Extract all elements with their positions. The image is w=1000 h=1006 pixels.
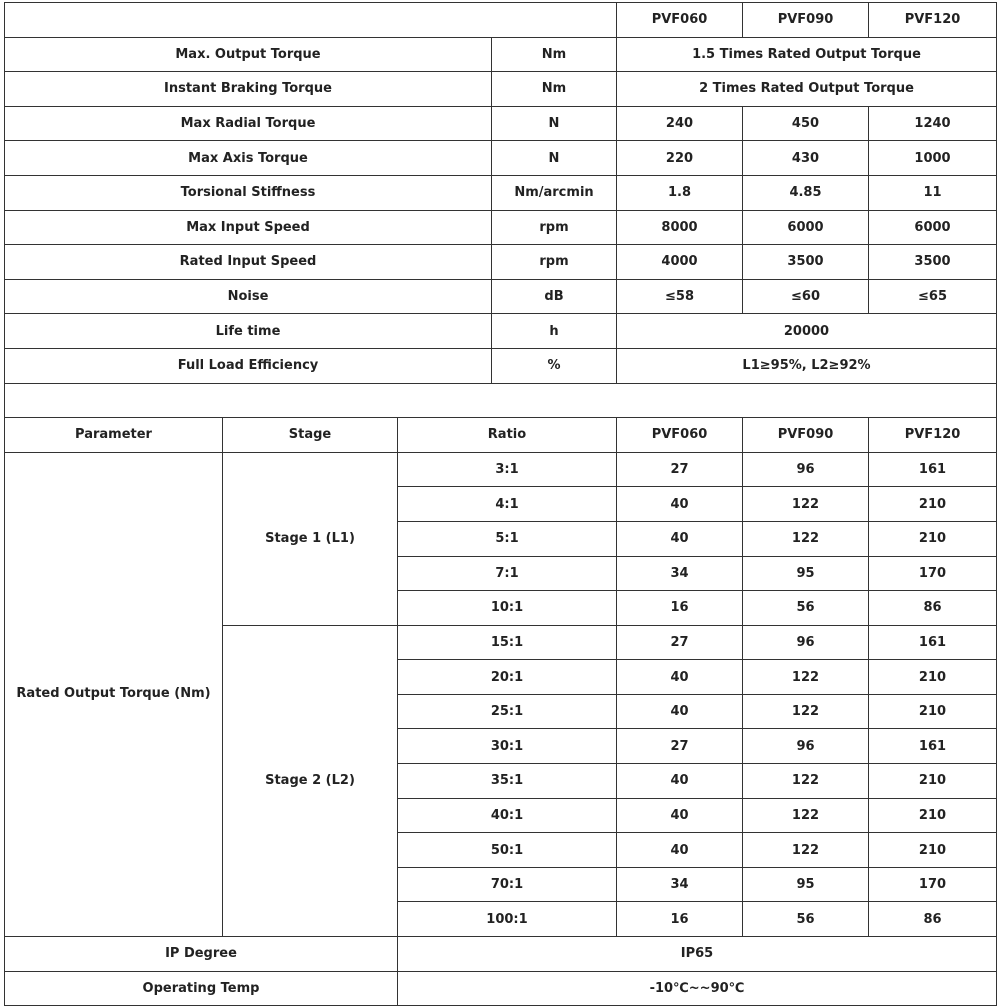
spec-value: 6000 [743, 210, 869, 245]
spec-parameter: Instant Braking Torque [5, 72, 492, 107]
torque-value: 122 [743, 660, 869, 695]
torque-value: 210 [869, 694, 997, 729]
spec-unit: N [492, 141, 617, 176]
spec-value: 1240 [869, 106, 997, 141]
ratio-value: 70:1 [398, 867, 617, 902]
spec-merged-value: 2 Times Rated Output Torque [617, 72, 997, 107]
separator-cell [5, 383, 997, 418]
spec-value: 240 [617, 106, 743, 141]
ratio-value: 40:1 [398, 798, 617, 833]
torque-value: 95 [743, 867, 869, 902]
torque-value: 210 [869, 660, 997, 695]
torque-value: 34 [617, 867, 743, 902]
torque-value: 86 [869, 902, 997, 937]
ratio-value: 20:1 [398, 660, 617, 695]
torque-value: 16 [617, 591, 743, 626]
ratio-header-ratio: Ratio [398, 418, 617, 453]
ratio-value: 5:1 [398, 521, 617, 556]
spec-value: 1.8 [617, 175, 743, 210]
specifications-table-body [5, 3, 997, 1006]
footer-value: IP65 [398, 937, 997, 972]
torque-value: 40 [617, 521, 743, 556]
torque-value: 210 [869, 521, 997, 556]
spec-value: 3500 [743, 245, 869, 280]
torque-value: 56 [743, 902, 869, 937]
spec-row [5, 279, 997, 314]
spec-unit: h [492, 314, 617, 349]
spec-unit: Nm [492, 72, 617, 107]
ratio-value: 30:1 [398, 729, 617, 764]
model-header: PVF090 [743, 418, 869, 453]
model-header-row [5, 3, 997, 38]
torque-value: 210 [869, 798, 997, 833]
spec-parameter: Max. Output Torque [5, 37, 492, 72]
spec-value: ≤65 [869, 279, 997, 314]
spec-value: 1000 [869, 141, 997, 176]
spec-value: 11 [869, 175, 997, 210]
ratio-value: 3:1 [398, 452, 617, 487]
spec-parameter: Max Axis Torque [5, 141, 492, 176]
ratio-row [5, 452, 997, 487]
torque-value: 40 [617, 798, 743, 833]
torque-value: 161 [869, 625, 997, 660]
spec-row [5, 245, 997, 280]
specifications-table [4, 2, 997, 1006]
torque-value: 122 [743, 764, 869, 799]
spec-value: ≤58 [617, 279, 743, 314]
torque-value: 170 [869, 556, 997, 591]
model-header: PVF060 [617, 3, 743, 38]
header-blank-cell [5, 3, 617, 38]
torque-value: 122 [743, 833, 869, 868]
torque-value: 122 [743, 798, 869, 833]
torque-value: 40 [617, 660, 743, 695]
ratio-value: 7:1 [398, 556, 617, 591]
spec-value: 450 [743, 106, 869, 141]
ratio-value: 50:1 [398, 833, 617, 868]
torque-value: 56 [743, 591, 869, 626]
spec-unit: % [492, 348, 617, 383]
spec-row [5, 314, 997, 349]
spec-value: 3500 [869, 245, 997, 280]
spec-parameter: Max Input Speed [5, 210, 492, 245]
torque-value: 161 [869, 452, 997, 487]
torque-value: 122 [743, 694, 869, 729]
torque-value: 95 [743, 556, 869, 591]
torque-value: 122 [743, 487, 869, 522]
spec-unit: dB [492, 279, 617, 314]
stage-label: Stage 2 (L2) [223, 625, 398, 936]
spec-value: 4.85 [743, 175, 869, 210]
model-header: PVF120 [869, 3, 997, 38]
ratio-value: 25:1 [398, 694, 617, 729]
spec-unit: rpm [492, 245, 617, 280]
model-header: PVF090 [743, 3, 869, 38]
torque-value: 210 [869, 487, 997, 522]
spec-row [5, 348, 997, 383]
torque-value: 210 [869, 833, 997, 868]
spec-row [5, 106, 997, 141]
spec-value: 220 [617, 141, 743, 176]
spec-parameter: Noise [5, 279, 492, 314]
spec-parameter: Torsional Stiffness [5, 175, 492, 210]
ratio-value: 100:1 [398, 902, 617, 937]
footer-value: -10℃~~90℃ [398, 971, 997, 1006]
torque-value: 96 [743, 625, 869, 660]
spec-unit: N [492, 106, 617, 141]
spec-value: 6000 [869, 210, 997, 245]
torque-value: 170 [869, 867, 997, 902]
spec-unit: Nm [492, 37, 617, 72]
ratio-header-stage: Stage [223, 418, 398, 453]
footer-parameter: IP Degree [5, 937, 398, 972]
spec-unit: rpm [492, 210, 617, 245]
torque-value: 40 [617, 487, 743, 522]
torque-value: 122 [743, 521, 869, 556]
torque-value: 96 [743, 729, 869, 764]
ratio-header-row [5, 418, 997, 453]
spec-value: 430 [743, 141, 869, 176]
spec-row [5, 72, 997, 107]
model-header: PVF060 [617, 418, 743, 453]
footer-row [5, 971, 997, 1006]
spec-merged-value: 20000 [617, 314, 997, 349]
spec-parameter: Full Load Efficiency [5, 348, 492, 383]
torque-value: 210 [869, 764, 997, 799]
torque-value: 34 [617, 556, 743, 591]
spec-merged-value: L1≥95%, L2≥92% [617, 348, 997, 383]
spec-parameter: Rated Input Speed [5, 245, 492, 280]
model-header: PVF120 [869, 418, 997, 453]
ratio-header-parameter: Parameter [5, 418, 223, 453]
ratio-value: 15:1 [398, 625, 617, 660]
spec-value: ≤60 [743, 279, 869, 314]
torque-value: 27 [617, 625, 743, 660]
spec-row [5, 210, 997, 245]
spec-row [5, 37, 997, 72]
torque-value: 161 [869, 729, 997, 764]
spec-value: 4000 [617, 245, 743, 280]
torque-value: 27 [617, 729, 743, 764]
ratio-value: 4:1 [398, 487, 617, 522]
torque-value: 40 [617, 833, 743, 868]
torque-value: 86 [869, 591, 997, 626]
torque-value: 40 [617, 694, 743, 729]
footer-row [5, 937, 997, 972]
spec-unit: Nm/arcmin [492, 175, 617, 210]
spec-row [5, 175, 997, 210]
torque-value: 16 [617, 902, 743, 937]
spec-row [5, 141, 997, 176]
torque-value: 96 [743, 452, 869, 487]
spec-value: 8000 [617, 210, 743, 245]
spec-parameter: Life time [5, 314, 492, 349]
spec-parameter: Max Radial Torque [5, 106, 492, 141]
ratio-value: 10:1 [398, 591, 617, 626]
stage-label: Stage 1 (L1) [223, 452, 398, 625]
torque-value: 27 [617, 452, 743, 487]
ratio-value: 35:1 [398, 764, 617, 799]
torque-value: 40 [617, 764, 743, 799]
rated-output-torque-label: Rated Output Torque (Nm) [5, 452, 223, 936]
separator-row [5, 383, 997, 418]
spec-merged-value: 1.5 Times Rated Output Torque [617, 37, 997, 72]
footer-parameter: Operating Temp [5, 971, 398, 1006]
